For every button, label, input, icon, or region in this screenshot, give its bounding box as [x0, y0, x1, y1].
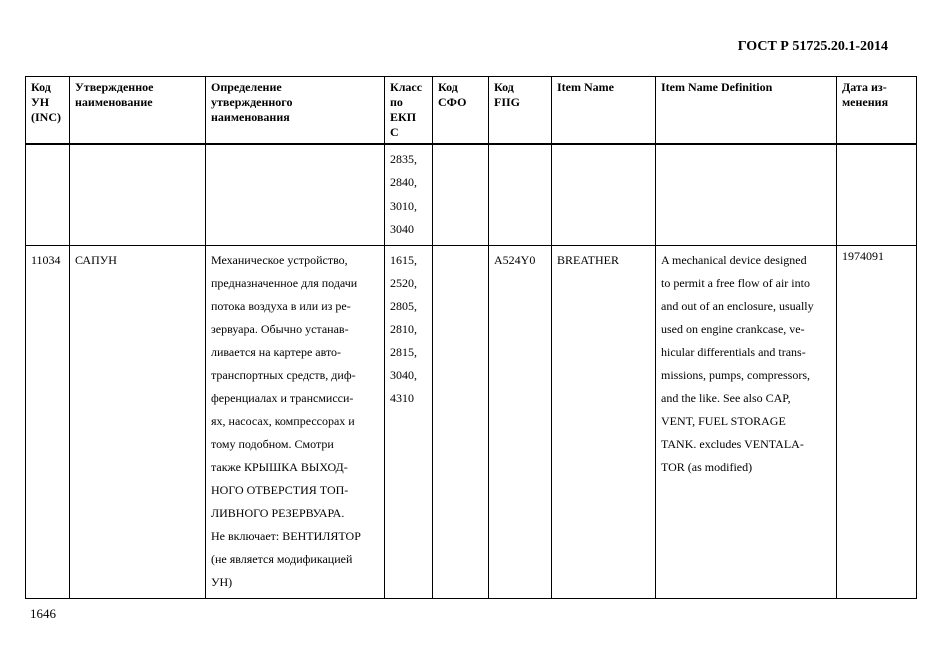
cell-fiig	[489, 144, 552, 245]
cell-date	[837, 144, 917, 245]
header-definition: Определение утвержденного наименования	[206, 77, 385, 145]
cell-sfo	[433, 245, 489, 598]
document-code: ГОСТ Р 51725.20.1-2014	[737, 39, 888, 54]
header-item-name: Item Name	[552, 77, 656, 145]
header-fiig: Код FIIG	[489, 77, 552, 145]
cell-inc: 11034	[26, 245, 70, 598]
table-header-row	[26, 77, 917, 145]
header-inc: Код УН (INC)	[26, 77, 70, 145]
cell-definition	[206, 144, 385, 245]
cell-fiig: A524Y0	[489, 245, 552, 598]
header-approved-name: Утвержденное наименование	[70, 77, 206, 145]
cell-inc	[26, 144, 70, 245]
header-class: Класс по ЕКП С	[385, 77, 433, 145]
header-item-name-definition: Item Name Definition	[656, 77, 837, 145]
table-row	[26, 245, 917, 598]
cell-date: 1974091	[837, 245, 917, 598]
cell-name: САПУН	[70, 245, 206, 598]
cell-class: 2835, 2840, 3010, 3040	[385, 144, 433, 245]
cell-class: 1615, 2520, 2805, 2810, 2815, 3040, 4310	[385, 245, 433, 598]
table-row	[26, 144, 917, 245]
cell-item-name	[552, 144, 656, 245]
header-sfo: Код СФО	[433, 77, 489, 145]
cell-item-name-definition	[656, 144, 837, 245]
cell-sfo	[433, 144, 489, 245]
cell-name	[70, 144, 206, 245]
cell-definition: Механическое устройство, предназначенное для подачи потока воздуха в или из ре- зервуара. Обычно устанав- ливается на картере авто- транспортных средств, диф- ференциалах и трансмисси- ях, насосах, компрессорах и тому подобном. Смотри также КРЫШКА ВЫХОД- НОГО ОТВЕРСТИЯ ТОП- ЛИВНОГО РЕЗЕРВУАРА. Не включает: ВЕНТИЛЯТОР (не является модификацией УН)	[206, 245, 385, 598]
nomenclature-table	[25, 76, 917, 599]
cell-item-name: BREATHER	[552, 245, 656, 598]
cell-item-name-definition: A mechanical device designed to permit a free flow of air into and out of an enclosure, usually used on engine crankcase, ve- hicular differentials and trans- missions, pumps, compressors, and the like. See also CAP, VENT, FUEL STORAGE TANK. excludes VENTALA- TOR (as modified)	[656, 245, 837, 598]
header-change-date: Дата из- менения	[837, 77, 917, 145]
page-number: 1646	[30, 606, 56, 621]
